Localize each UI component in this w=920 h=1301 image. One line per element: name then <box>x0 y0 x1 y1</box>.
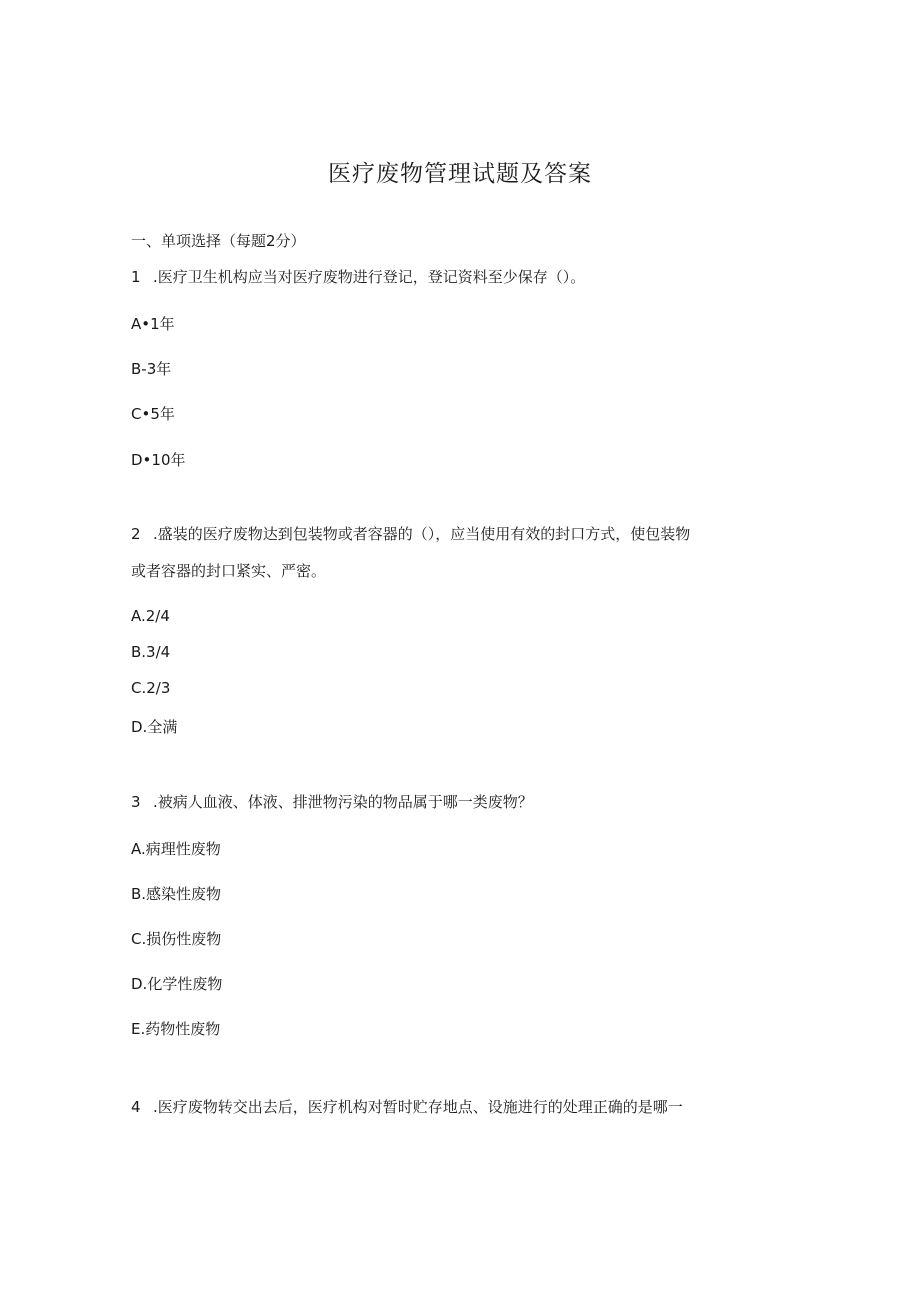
question-text: .医疗卫生机构应当对医疗废物进行登记，登记资料至少保存（）。 <box>153 268 586 286</box>
option-3d: D.化学性废物 <box>131 975 223 993</box>
option-2b: B.3/4 <box>131 643 171 661</box>
question-4 <box>131 1096 683 1118</box>
option-3b: B.感染性废物 <box>131 885 222 903</box>
option-1a: A•1年 <box>131 315 175 333</box>
document-title: 医疗废物管理试题及答案 <box>328 161 592 187</box>
question-text: .盛装的医疗废物达到包装物或者容器的（），应当使用有效的封口方式，使包装物 <box>153 525 691 543</box>
option-2a: A.2/4 <box>131 607 170 625</box>
option-3c: C.损伤性废物 <box>131 930 222 948</box>
option-1c: C•5年 <box>131 405 175 423</box>
question-text: .被病人血液、体液、排泄物污染的物品属于哪一类废物？ <box>153 793 533 811</box>
question-number: 1 <box>131 268 141 286</box>
option-3e: E.药物性废物 <box>131 1020 221 1038</box>
option-2c: C.2/3 <box>131 679 171 697</box>
question-number: 2 <box>131 525 141 543</box>
question-text: .医疗废物转交出去后，医疗机构对暂时贮存地点、设施进行的处理正确的是哪一 <box>153 1098 683 1116</box>
question-2 <box>131 523 690 545</box>
question-2-continued: 或者容器的封口紧实、严密。 <box>131 562 327 580</box>
option-2d: D.全满 <box>131 718 178 736</box>
section-heading: 一、单项选择（每题2分） <box>131 232 306 250</box>
option-1b: B-3年 <box>131 360 172 378</box>
option-1d: D•10年 <box>131 451 186 469</box>
question-number: 3 <box>131 793 141 811</box>
question-1 <box>131 266 585 288</box>
question-3 <box>131 791 533 813</box>
option-3a: A.病理性废物 <box>131 840 221 858</box>
question-number: 4 <box>131 1098 141 1116</box>
